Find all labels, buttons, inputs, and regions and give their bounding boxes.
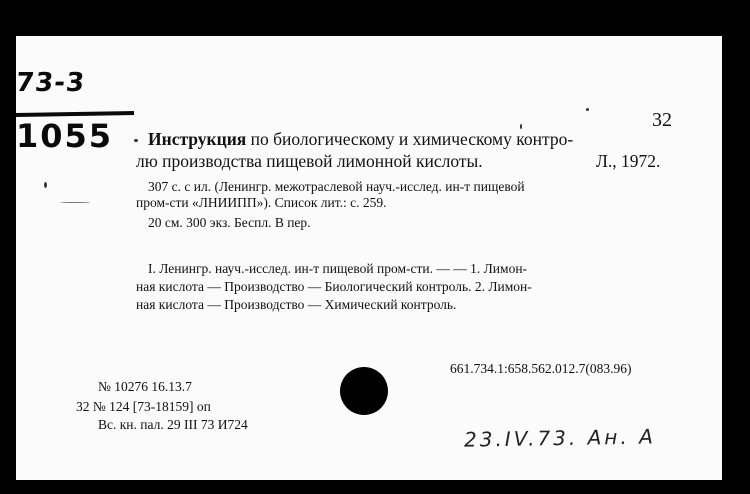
ink-speck [44,182,47,188]
call-number-bottom: 1055 [16,117,114,155]
publication-place-year: Л., 1972. [596,151,661,171]
subject-line-3: ная кислота — Производство — Химический контроль. [136,297,457,312]
ink-speck [60,202,90,203]
description-line-2: пром-сти «ЛНИИПП»). Список лит.: с. 259. [136,195,387,210]
ink-speck [520,124,522,129]
subject-line-2: ная кислота — Производство — Биологический контроль. 2. Лимон- [136,279,532,294]
ink-speck [134,139,138,142]
title-line-1 [148,131,573,149]
description-line-3: 20 см. 300 экз. Беспл. В пер. [148,215,311,230]
handwritten-note: 23.IV.73. Ан. А [463,424,656,452]
ink-speck [586,108,589,111]
order-line-2: 32 № 124 [73-18159] оп [76,399,211,414]
page-number: 32 [652,109,672,131]
subject-line-1: I. Ленингр. науч.-исслед. ин-т пищевой пром-сти. — — 1. Лимон- [148,261,528,276]
order-line-3: Вс. кн. пал. 29 III 73 И724 [98,417,248,432]
udc-code: 661.734.1:658.562.012.7(083.96) [450,361,632,376]
title-line-2-text: лю производства пищевой лимонной кислоты. [136,151,483,171]
title-line-2 [136,151,661,171]
punch-hole [340,367,388,415]
title-lead-word: Инструкция [148,129,247,149]
title-line-1-rest: по биологическому и химическому контро- [246,129,574,149]
call-number-top: 73-3 [14,68,87,98]
order-line-1: № 10276 16.13.7 [98,379,192,394]
description-line-1: 307 с. с ил. (Ленингр. межотраслевой науч.-исслед. ин-т пищевой [148,179,525,194]
